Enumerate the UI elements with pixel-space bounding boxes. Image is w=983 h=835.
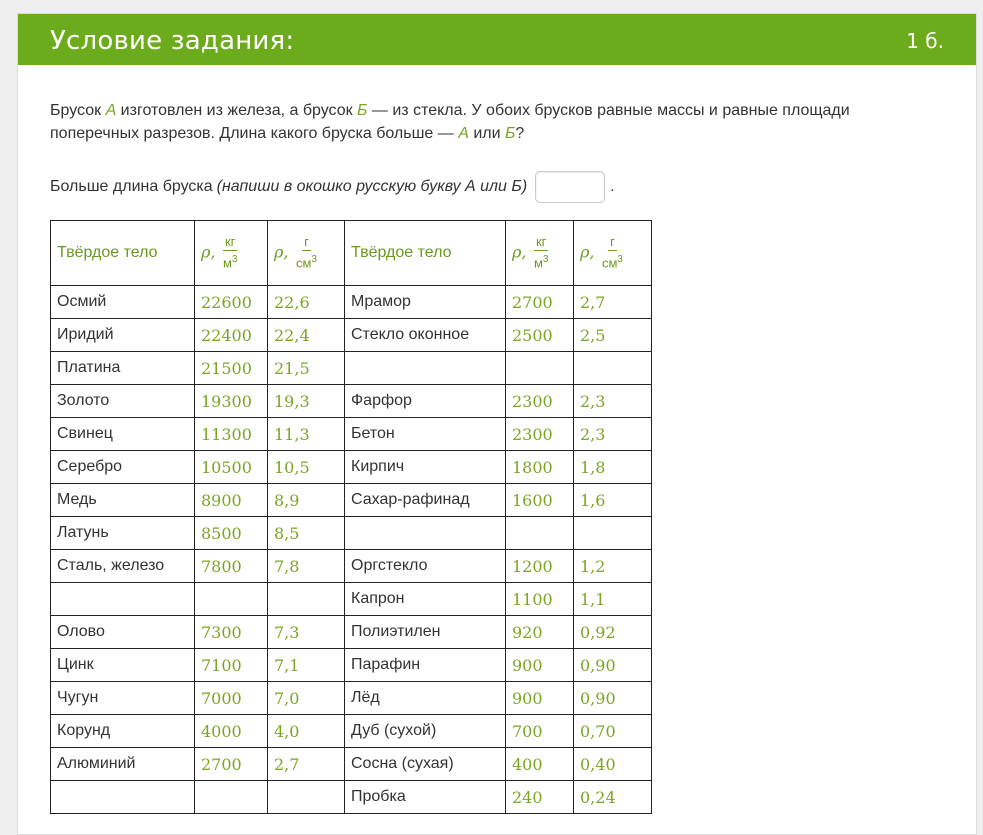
unit-kg-per-m3 (223, 234, 238, 272)
solid-name (345, 517, 506, 550)
answer-hint: (напиши в окошко русскую букву А или Б) (216, 178, 528, 195)
solid-name: Олово (51, 616, 195, 649)
density-g-cm3: 0,90 (574, 682, 652, 715)
table-row (51, 517, 652, 550)
density-g-cm3 (574, 517, 652, 550)
solid-name: Сталь, железо (51, 550, 195, 583)
table-row (51, 286, 652, 319)
solid-name: Мрамор (345, 286, 506, 319)
solid-name: Дуб (сухой) (345, 715, 506, 748)
density-g-cm3: 0,40 (574, 748, 652, 781)
answer-line (50, 171, 615, 203)
solid-name (51, 583, 195, 616)
table-row (51, 649, 652, 682)
density-kg-m3: 900 (506, 682, 574, 715)
solid-name: Платина (51, 352, 195, 385)
unit-exponent: 3 (617, 253, 623, 265)
density-kg-m3: 7100 (195, 649, 268, 682)
solid-name: Чугун (51, 682, 195, 715)
density-kg-m3: 4000 (195, 715, 268, 748)
density-kg-m3: 700 (506, 715, 574, 748)
solid-name: Алюминий (51, 748, 195, 781)
solid-name (345, 352, 506, 385)
solid-name: Свинец (51, 418, 195, 451)
solid-name: Корунд (51, 715, 195, 748)
task-text: ? (515, 125, 525, 142)
rho-symbol: ρ, (580, 242, 595, 262)
table-row (51, 583, 652, 616)
density-g-cm3: 4,0 (268, 715, 345, 748)
density-g-cm3: 8,9 (268, 484, 345, 517)
density-g-cm3: 0,92 (574, 616, 652, 649)
header-solid-2: Твёрдое тело (345, 221, 506, 286)
solid-name: Полиэтилен (345, 616, 506, 649)
density-kg-m3: 2500 (506, 319, 574, 352)
solid-name: Кирпич (345, 451, 506, 484)
density-g-cm3: 8,5 (268, 517, 345, 550)
unit-numerator: кг (224, 233, 236, 249)
density-kg-m3: 2300 (506, 418, 574, 451)
solid-name: Капрон (345, 583, 506, 616)
density-kg-m3: 22400 (195, 319, 268, 352)
header-solid: Твёрдое тело (51, 221, 195, 286)
solid-name: Осмий (51, 286, 195, 319)
solid-name: Латунь (51, 517, 195, 550)
task-letter-b: Б (504, 125, 516, 142)
density-g-cm3: 0,24 (574, 781, 652, 814)
unit-exponent: 3 (311, 253, 317, 265)
header-rho-kg (195, 221, 268, 286)
density-g-cm3: 2,5 (574, 319, 652, 352)
unit-denominator (223, 251, 238, 272)
table-body (51, 286, 652, 814)
density-g-cm3 (574, 352, 652, 385)
task-card (17, 13, 977, 835)
density-g-cm3: 11,3 (268, 418, 345, 451)
density-kg-m3: 8900 (195, 484, 268, 517)
density-kg-m3: 1800 (506, 451, 574, 484)
density-kg-m3: 19300 (195, 385, 268, 418)
density-kg-m3: 2700 (195, 748, 268, 781)
table-row (51, 550, 652, 583)
unit-den-text: м (222, 255, 232, 271)
unit-denominator (602, 251, 623, 272)
density-kg-m3: 900 (506, 649, 574, 682)
header-points: 1 б. (906, 29, 944, 53)
density-g-cm3 (268, 583, 345, 616)
solid-name: Оргстекло (345, 550, 506, 583)
density-kg-m3: 1100 (506, 583, 574, 616)
density-g-cm3: 21,5 (268, 352, 345, 385)
task-text: изготовлен из железа, а брусок (116, 102, 358, 119)
density-g-cm3: 2,7 (268, 748, 345, 781)
density-table (50, 220, 652, 814)
header-rho-kg-2 (506, 221, 574, 286)
density-g-cm3: 1,8 (574, 451, 652, 484)
table-row (51, 781, 652, 814)
task-letter-a: А (105, 102, 117, 119)
density-kg-m3: 7800 (195, 550, 268, 583)
task-letter-a: А (458, 125, 469, 142)
density-g-cm3: 22,4 (268, 319, 345, 352)
density-kg-m3: 920 (506, 616, 574, 649)
density-g-cm3: 7,1 (268, 649, 345, 682)
solid-name: Серебро (51, 451, 195, 484)
density-kg-m3: 2700 (506, 286, 574, 319)
density-g-cm3: 0,90 (574, 649, 652, 682)
density-g-cm3: 1,6 (574, 484, 652, 517)
density-g-cm3: 1,2 (574, 550, 652, 583)
unit-den-text: м (533, 255, 543, 271)
density-kg-m3: 10500 (195, 451, 268, 484)
solid-name: Золото (51, 385, 195, 418)
density-kg-m3: 400 (506, 748, 574, 781)
unit-den-text: см (601, 255, 618, 271)
unit-numerator: кг (535, 233, 547, 249)
density-kg-m3 (195, 781, 268, 814)
table-header-row (51, 221, 652, 286)
answer-input[interactable] (535, 171, 605, 203)
solid-name: Сосна (сухая) (345, 748, 506, 781)
unit-g-per-cm3 (296, 234, 317, 272)
density-g-cm3: 1,1 (574, 583, 652, 616)
table-row (51, 715, 652, 748)
solid-name: Иридий (51, 319, 195, 352)
task-letter-b: Б (357, 102, 368, 119)
density-kg-m3: 1600 (506, 484, 574, 517)
density-g-cm3 (268, 781, 345, 814)
table-row (51, 451, 652, 484)
task-header (18, 14, 976, 65)
density-g-cm3: 7,0 (268, 682, 345, 715)
density-kg-m3: 2300 (506, 385, 574, 418)
density-g-cm3: 7,3 (268, 616, 345, 649)
answer-prefix: Больше длина бруска (50, 178, 213, 195)
table-row (51, 352, 652, 385)
density-kg-m3 (506, 517, 574, 550)
density-g-cm3: 19,3 (268, 385, 345, 418)
solid-name: Бетон (345, 418, 506, 451)
density-g-cm3: 0,70 (574, 715, 652, 748)
rho-symbol: ρ, (274, 242, 289, 262)
density-kg-m3: 11300 (195, 418, 268, 451)
density-kg-m3: 7300 (195, 616, 268, 649)
solid-name: Стекло оконное (345, 319, 506, 352)
answer-suffix: . (610, 178, 615, 195)
table-row (51, 418, 652, 451)
header-rho-g-2 (574, 221, 652, 286)
density-g-cm3: 2,7 (574, 286, 652, 319)
table-row (51, 682, 652, 715)
density-kg-m3: 240 (506, 781, 574, 814)
density-g-cm3: 7,8 (268, 550, 345, 583)
unit-g-per-cm3 (602, 234, 623, 272)
task-text: — из стекла. У обоих брусков равные массы и равные площади поперечных разрезов. Длина какого бруска больше — (50, 102, 850, 142)
solid-name: Фарфор (345, 385, 506, 418)
solid-name (51, 781, 195, 814)
unit-numerator: г (610, 233, 615, 249)
header-title: Условие задания: (50, 26, 295, 56)
table-row (51, 319, 652, 352)
unit-denominator (296, 251, 317, 272)
solid-name: Пробка (345, 781, 506, 814)
task-text: или (468, 125, 505, 142)
density-kg-m3 (506, 352, 574, 385)
unit-exponent: 3 (542, 253, 549, 265)
table-row (51, 484, 652, 517)
density-g-cm3: 10,5 (268, 451, 345, 484)
table-row (51, 616, 652, 649)
rho-symbol: ρ, (512, 242, 527, 262)
unit-denominator (534, 251, 549, 272)
density-kg-m3: 7000 (195, 682, 268, 715)
solid-name: Парафин (345, 649, 506, 682)
density-g-cm3: 2,3 (574, 385, 652, 418)
density-kg-m3: 8500 (195, 517, 268, 550)
solid-name: Цинк (51, 649, 195, 682)
density-kg-m3: 1200 (506, 550, 574, 583)
solid-name: Лёд (345, 682, 506, 715)
task-text: Брусок (50, 102, 106, 119)
unit-numerator: г (304, 233, 309, 249)
density-g-cm3: 2,3 (574, 418, 652, 451)
solid-name: Медь (51, 484, 195, 517)
rho-symbol: ρ, (201, 242, 216, 262)
header-rho-g (268, 221, 345, 286)
table-row (51, 385, 652, 418)
density-kg-m3 (195, 583, 268, 616)
task-statement (50, 99, 940, 145)
solid-name: Сахар-рафинад (345, 484, 506, 517)
density-kg-m3: 22600 (195, 286, 268, 319)
unit-den-text: см (295, 255, 312, 271)
unit-kg-per-m3 (534, 234, 549, 272)
density-g-cm3: 22,6 (268, 286, 345, 319)
density-kg-m3: 21500 (195, 352, 268, 385)
table-row (51, 748, 652, 781)
unit-exponent: 3 (231, 253, 238, 265)
